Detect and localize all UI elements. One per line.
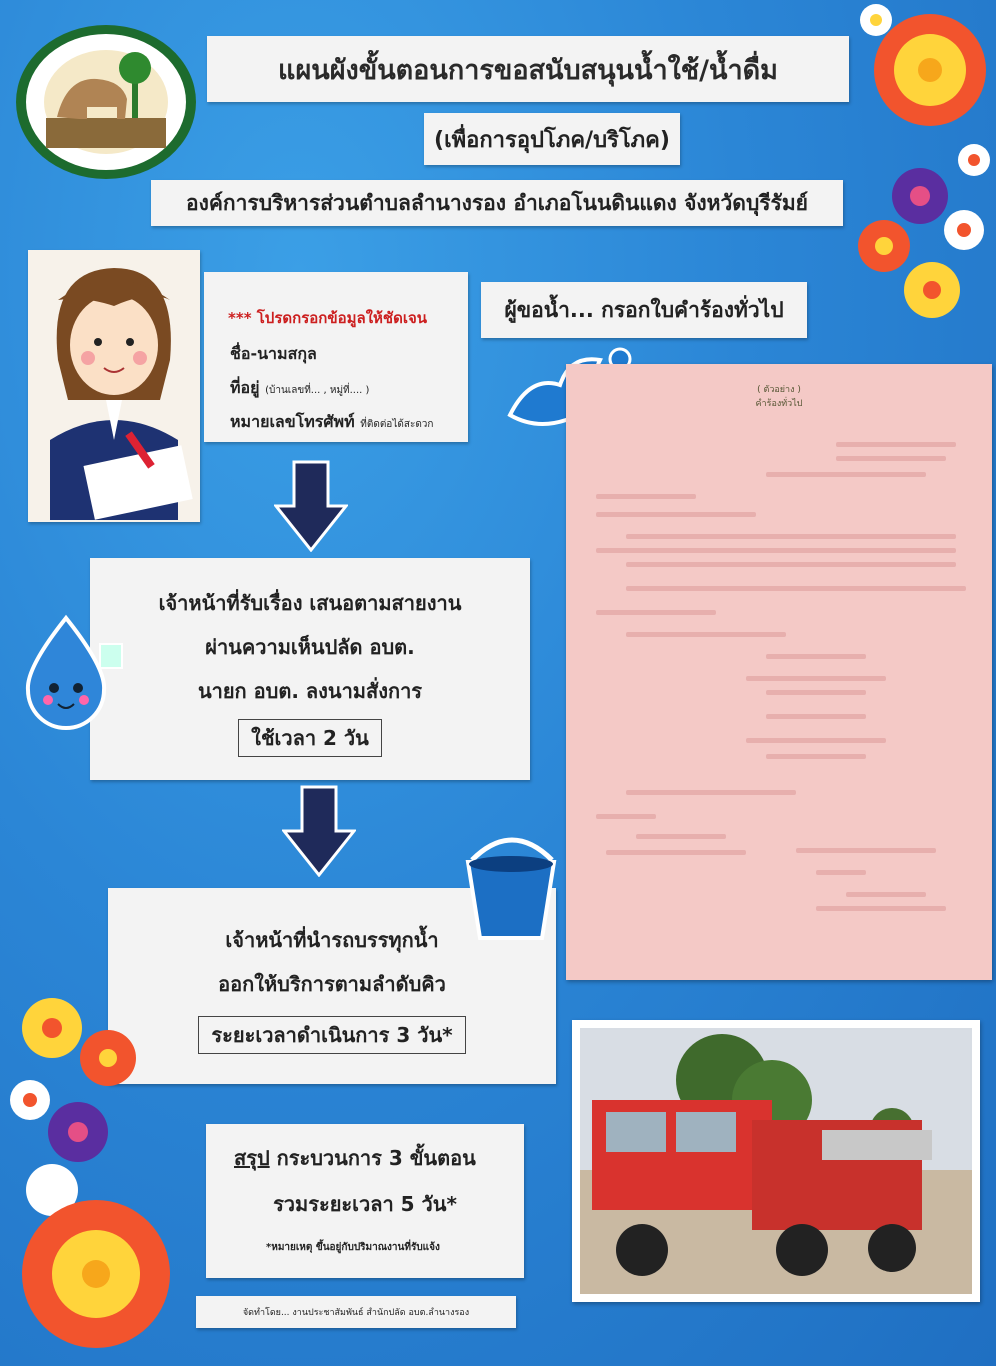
step2-line: ผ่านความเห็นปลัด อบต. [205, 635, 415, 659]
organization-card [151, 180, 843, 226]
field-label: ชื่อ-นามสกุล [230, 344, 317, 363]
water-bucket-icon [458, 826, 562, 946]
summary-lead: สรุป [234, 1146, 270, 1170]
step1-instruction-card [481, 282, 807, 338]
down-arrow-icon [282, 785, 356, 877]
sample-form-document [566, 364, 992, 980]
footer-credit: จัดทำโดย... งานประชาสัมพันธ์ สำนักปลัด อบต.ลำนางรอง [242, 1308, 470, 1318]
summary-line1 [234, 1142, 476, 1174]
step1-instruction: ผู้ขอน้ำ... กรอกใบคำร้องทั่วไป [504, 297, 784, 322]
summary-card [206, 1124, 524, 1278]
flower-icon [0, 984, 200, 1366]
step3-line: เจ้าหน้าที่นำรถบรรทุกน้ำ [225, 928, 439, 952]
poster-subtitle-card [424, 113, 680, 165]
down-arrow-icon [274, 460, 348, 552]
poster-title: แผนผังขั้นตอนการขอสนับสนุนน้ำใช้/น้ำดื่ม [278, 54, 778, 86]
step2-line: เจ้าหน้าที่รับเรื่อง เสนอตามสายงาน [158, 591, 462, 615]
summary-note: *หมายเหตุ ขึ้นอยู่กับปริมาณงานที่รับแจ้ง [266, 1242, 440, 1253]
step1-field-name [230, 342, 317, 367]
summary-process: กระบวนการ 3 ขั้นตอน [276, 1146, 476, 1170]
field-label: ที่อยู่ [230, 378, 260, 397]
summary-line2: รวมระยะเวลา 5 วัน* [273, 1192, 457, 1216]
poster-title-card [207, 36, 849, 102]
field-label: หมายเลขโทรศัพท์ [230, 412, 355, 431]
step3-line: ออกให้บริการตามลำดับคิว [218, 972, 446, 996]
sample-form-title: คำร้องทั่วไป [755, 399, 803, 409]
field-hint: (บ้านเลขที่... , หมู่ที่.... ) [265, 385, 370, 396]
step1-field-phone [230, 410, 433, 435]
step3-duration: ระยะเวลาดำเนินการ 3 วัน* [198, 1016, 465, 1054]
step2-card [90, 558, 530, 780]
flower-icon [856, 0, 996, 340]
water-truck-photo [572, 1020, 980, 1302]
footer-card [196, 1296, 516, 1328]
water-drop-mascot-icon [16, 614, 128, 734]
sample-form-heading: ( ตัวอย่าง ) [757, 385, 801, 395]
step2-duration: ใช้เวลา 2 วัน [238, 719, 382, 757]
step1-notice: *** โปรดกรอกข้อมูลให้ชัดเจน [228, 309, 428, 327]
step1-field-address [230, 376, 369, 401]
organization-name: องค์การบริหารส่วนตำบลลำนางรอง อำเภอโนนดินแดง จังหวัดบุรีรัมย์ [186, 190, 808, 215]
step2-line: นายก อบต. ลงนามสั่งการ [197, 679, 423, 703]
poster-subtitle: (เพื่อการอุปโภค/บริโภค) [434, 127, 670, 153]
girl-writing-icon [28, 250, 200, 522]
step1-card [204, 272, 468, 442]
organization-seal-icon [12, 22, 200, 182]
field-hint: ที่ติดต่อได้สะดวก [360, 419, 434, 430]
